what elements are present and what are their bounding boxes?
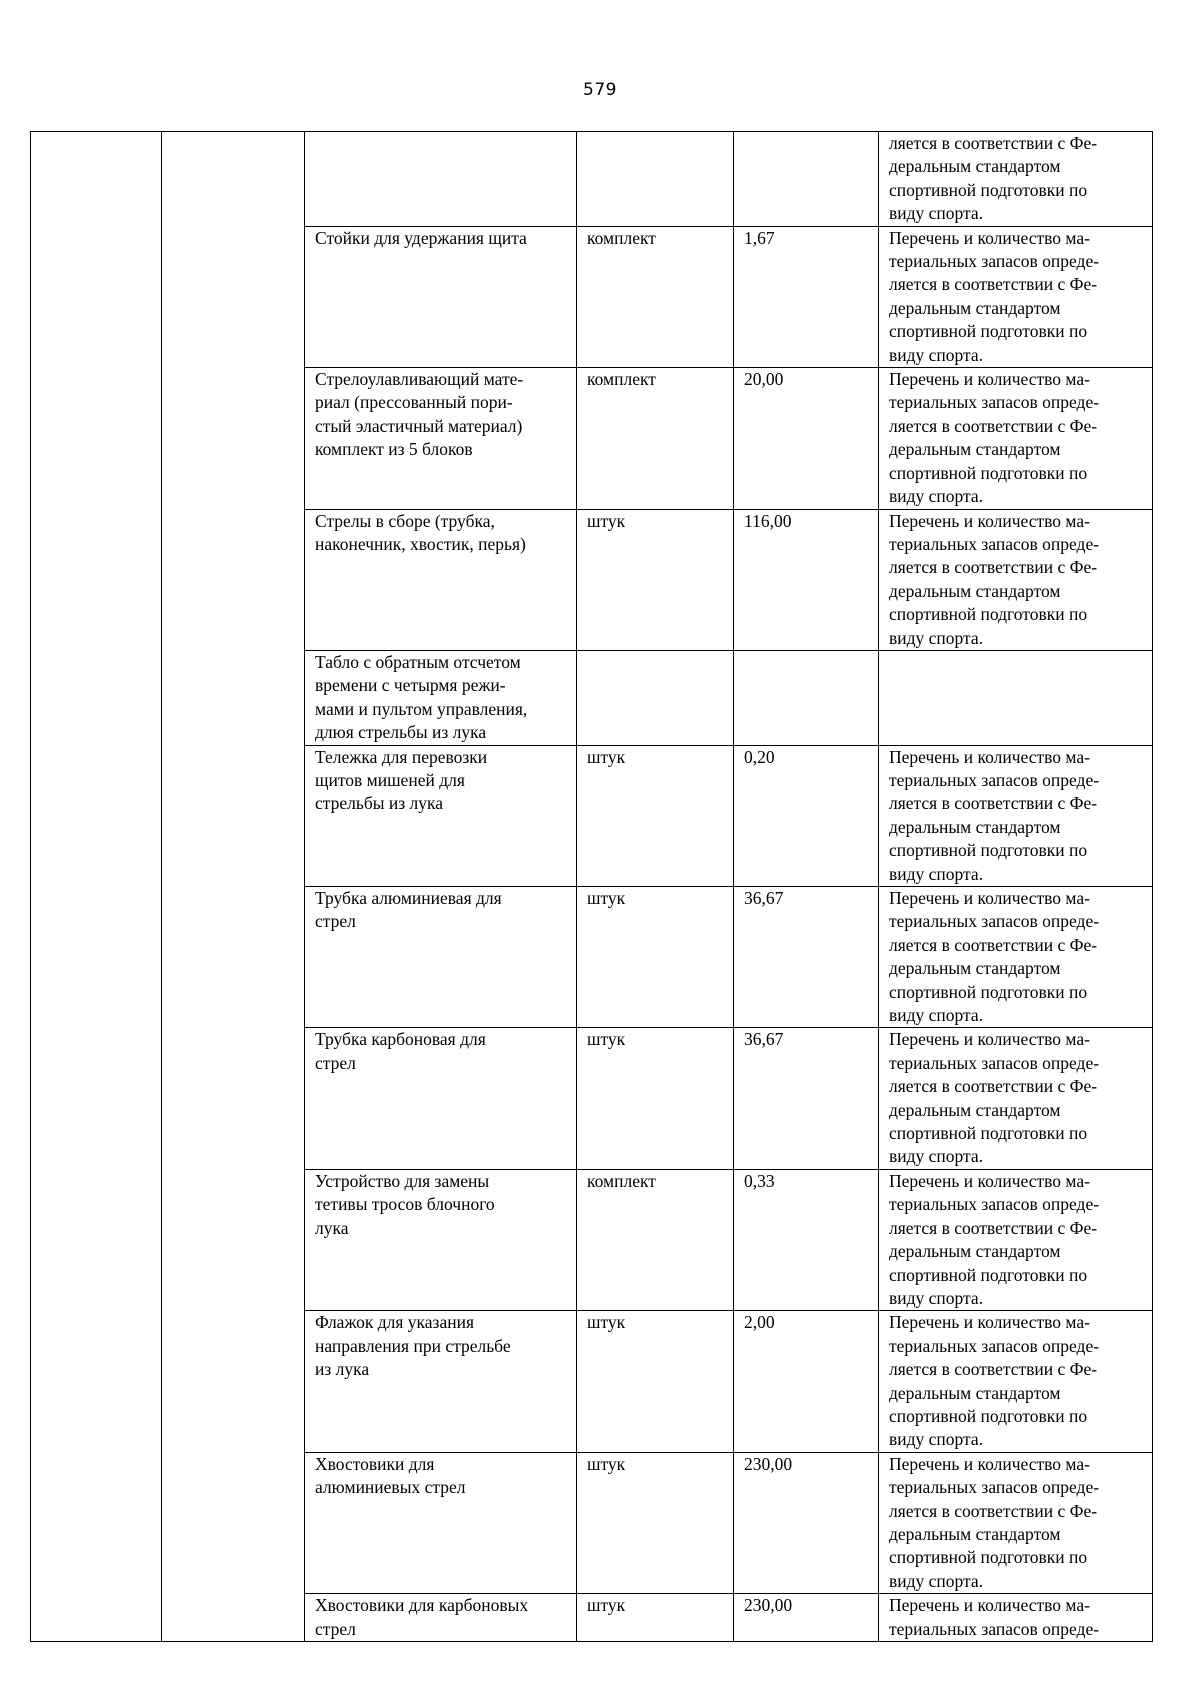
unit-cell: штук — [577, 887, 734, 1028]
item-name-cell: Хвостовики для алюминиевых стрел — [305, 1452, 577, 1593]
note-cell: Перечень и количество ма- териальных запасов опреде- ляется в соответствии с Фе- деральным стандартом спортивной подготовки по виду спорта. — [879, 1028, 1153, 1169]
item-name-cell: Тележка для перевозки щитов мишеней для стрельбы из лука — [305, 745, 577, 886]
page-number: 579 — [583, 80, 617, 100]
note-cell: Перечень и количество ма- териальных запасов опреде- ляется в соответствии с Фе- деральным стандартом спортивной подготовки по виду спорта. — [879, 1452, 1153, 1593]
quantity-cell: 230,00 — [734, 1594, 879, 1642]
item-name-cell: Стрелы в сборе (трубка, наконечник, хвостик, перья) — [305, 509, 577, 650]
item-name-cell: Трубка карбоновая для стрел — [305, 1028, 577, 1169]
note-cell: Перечень и количество ма- териальных запасов опреде- ляется в соответствии с Фе- деральным стандартом спортивной подготовки по виду спорта. — [879, 368, 1153, 509]
quantity-cell: 36,67 — [734, 1028, 879, 1169]
unit-cell: штук — [577, 1594, 734, 1642]
quantity-cell: 1,67 — [734, 226, 879, 367]
item-name-cell: Стойки для удержания щита — [305, 226, 577, 367]
note-cell: Перечень и количество ма- териальных запасов опреде- ляется в соответствии с Фе- деральным стандартом спортивной подготовки по виду спорта. — [879, 226, 1153, 367]
unit-cell: комплект — [577, 226, 734, 367]
item-name-cell: Устройство для замены тетивы тросов блочного лука — [305, 1169, 577, 1310]
item-name-cell: Флажок для указания направления при стрельбе из лука — [305, 1311, 577, 1452]
quantity-cell — [734, 132, 879, 227]
unit-cell: комплект — [577, 368, 734, 509]
unit-cell: комплект — [577, 1169, 734, 1310]
item-name-cell: Хвостовики для карбоновых стрел — [305, 1594, 577, 1642]
quantity-cell: 230,00 — [734, 1452, 879, 1593]
note-cell — [879, 650, 1153, 745]
item-name-cell: Табло с обратным отсчетом времени с четырмя режи- мами и пультом управления, длюя стрельбы из лука — [305, 650, 577, 745]
quantity-cell: 0,20 — [734, 745, 879, 886]
unit-cell — [577, 650, 734, 745]
column-number-cell — [31, 132, 162, 1642]
quantity-cell: 2,00 — [734, 1311, 879, 1452]
quantity-cell: 116,00 — [734, 509, 879, 650]
unit-cell — [577, 132, 734, 227]
note-cell: Перечень и количество ма- териальных запасов опреде- ляется в соответствии с Фе- деральным стандартом спортивной подготовки по виду спорта. — [879, 745, 1153, 886]
note-cell: ляется в соответствии с Фе- деральным стандартом спортивной подготовки по виду спорта. — [879, 132, 1153, 227]
unit-cell: штук — [577, 1311, 734, 1452]
unit-cell: штук — [577, 1028, 734, 1169]
note-cell: Перечень и количество ма- териальных запасов опреде- ляется в соответствии с Фе- деральным стандартом спортивной подготовки по виду спорта. — [879, 887, 1153, 1028]
quantity-cell: 36,67 — [734, 887, 879, 1028]
table-row — [31, 132, 1153, 227]
unit-cell: штук — [577, 1452, 734, 1593]
column-category-cell — [162, 132, 305, 1642]
note-cell: Перечень и количество ма- териальных запасов опреде- ляется в соответствии с Фе- деральным стандартом спортивной подготовки по виду спорта. — [879, 1169, 1153, 1310]
quantity-cell — [734, 650, 879, 745]
quantity-cell: 0,33 — [734, 1169, 879, 1310]
item-name-cell: Стрелоулавливающий мате- риал (прессованный пори- стый эластичный материал) комплект из 5 блоков — [305, 368, 577, 509]
item-name-cell — [305, 132, 577, 227]
note-cell: Перечень и количество ма- териальных запасов опреде- — [879, 1594, 1153, 1642]
unit-cell: штук — [577, 745, 734, 886]
unit-cell: штук — [577, 509, 734, 650]
equipment-table — [30, 131, 1153, 1642]
item-name-cell: Трубка алюминиевая для стрел — [305, 887, 577, 1028]
quantity-cell: 20,00 — [734, 368, 879, 509]
note-cell: Перечень и количество ма- териальных запасов опреде- ляется в соответствии с Фе- деральным стандартом спортивной подготовки по виду спорта. — [879, 1311, 1153, 1452]
note-cell: Перечень и количество ма- териальных запасов опреде- ляется в соответствии с Фе- деральным стандартом спортивной подготовки по виду спорта. — [879, 509, 1153, 650]
